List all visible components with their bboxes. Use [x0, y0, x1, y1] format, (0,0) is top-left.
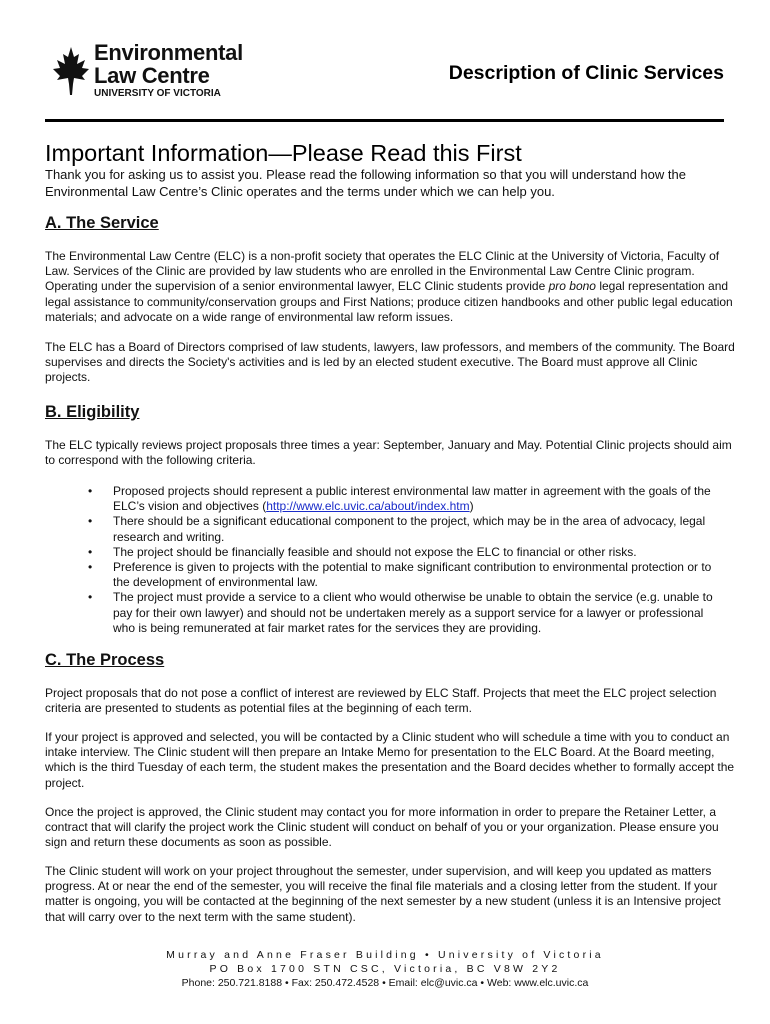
elc-logo [52, 40, 267, 102]
page-heading: Important Information—Please Read this First [45, 140, 522, 166]
document-title: Description of Clinic Services [448, 62, 724, 84]
section-a-p1-italic: pro bono [548, 279, 596, 294]
logo-line-1: Environmental [94, 40, 243, 65]
eligibility-criteria-list [88, 484, 728, 636]
section-c-paragraph-3: Once the project is approved, the Clinic student may contact you for more information in order to prepare the Retainer Letter, a contract that will clarify the project work the Clinic student will conduct on behalf of you or your organization. Please ensure you sign and return these documents as soon as possible. [45, 805, 719, 850]
section-a-title: A. The Service [45, 214, 159, 232]
footer-address-line-1: Murray and Anne Fraser Building • University of Victoria [166, 949, 604, 961]
criteria-item [88, 590, 728, 636]
elc-about-link[interactable]: http://www.elc.uvic.ca/about/index.htm [266, 499, 470, 514]
criteria-text: There should be a significant educational component to the project, which may be in the area of advocacy, legal research and writing. [113, 514, 706, 544]
section-a-p1-start: The Environmental Law Centre (ELC) is a non-profit society that operates the ELC Clinic at the University of Victoria, Faculty of Law. Services of the Clinic are provided by law students who are enrolled in the Environmental Law Centre Clinic program. Operating under the supervision of a senior environmental lawyer, ELC Clinic students provide [45, 249, 720, 294]
section-a-p1-end: legal representation and legal assistance to community/conservation groups and First Nations; produce citizen handbooks and other public legal education materials; and advocate on a wide range of environmental law reform issues. [45, 279, 733, 324]
section-b-title: B. Eligibility [45, 403, 140, 421]
header-divider [45, 119, 724, 122]
intro-paragraph: Thank you for asking us to assist you. Please read the following information so that you will understand how the Environmental Law Centre’s Clinic operates and the terms under which we can help you. [45, 167, 686, 199]
section-c-paragraph-4: The Clinic student will work on your project throughout the semester, under supervision, and will keep you updated as matters progress. At or near the end of the semester, you will receive the final file materials and a closing letter from the student. If your matter is ongoing, you will be contacted at the beginning of the next semester by a new student (unless it is an Intensive project that will carry over to the next term with the same student). [45, 864, 721, 924]
bullet: • [88, 590, 93, 605]
section-c-paragraph-1: Project proposals that do not pose a conflict of interest are reviewed by ELC Staff. Projects that meet the ELC project selection criteria are presented to students as potential files at the beginning of each term. [45, 686, 717, 716]
criteria-text-end: ) [469, 499, 474, 514]
section-a-paragraph-2: The ELC has a Board of Directors comprised of law students, lawyers, law professors, and members of the community. The Board supervises and directs the Society's activities and is led by an elected student executive. The Board must approve all Clinic projects. [45, 340, 735, 385]
bullet: • [88, 560, 93, 575]
criteria-item [88, 545, 728, 560]
criteria-text: Preference is given to projects with the potential to make significant contribution to environmental protection or to the development of environmental law. [113, 560, 712, 590]
section-c-paragraph-2: If your project is approved and selected, you will be contacted by a Clinic student who will schedule a time with you to conduct an intake interview. The Clinic student will then prepare an Intake Memo for presentation to the ELC Board. At the Board meeting, which is the third Tuesday of each term, the student makes the presentation and the Board decides whether to formally accept the project. [45, 730, 735, 790]
logo-line-2: Law Centre [94, 63, 210, 88]
criteria-text-start: Proposed projects should represent a public interest environmental law matter in agreement with the goals of the ELC’s vision and objectives ( [113, 484, 711, 514]
logo-line-3: UNIVERSITY OF VICTORIA [94, 88, 221, 99]
section-b-paragraph-1: The ELC typically reviews project proposals three times a year: September, January and May. Potential Clinic projects should aim to correspond with the following criteria. [45, 438, 732, 468]
bullet: • [88, 544, 93, 559]
bullet: • [88, 514, 93, 529]
criteria-item [88, 560, 728, 590]
criteria-item [88, 514, 728, 544]
section-c-title: C. The Process [45, 651, 165, 669]
bullet: • [88, 484, 93, 498]
footer-contact-line: Phone: 250.721.8188 • Fax: 250.472.4528 • Email: elc@uvic.ca • Web: www.elc.uvic.ca [181, 977, 589, 989]
footer-address-line-2: PO Box 1700 STN CSC, Victoria, BC V8W 2Y2 [209, 963, 561, 975]
criteria-item [88, 484, 728, 514]
maple-leaf-icon [52, 46, 90, 96]
section-a-paragraph-1 [45, 249, 735, 325]
criteria-text: The project should be financially feasible and should not expose the ELC to financial or other risks. [113, 544, 637, 559]
criteria-text: The project must provide a service to a client who would otherwise be unable to obtain the service (e.g. unable to pay for their own lawyer) and should not be undertaken merely as a support service for a lawyer or professional who is being remunerated at fair market rates for the services they are providing. [113, 590, 713, 635]
